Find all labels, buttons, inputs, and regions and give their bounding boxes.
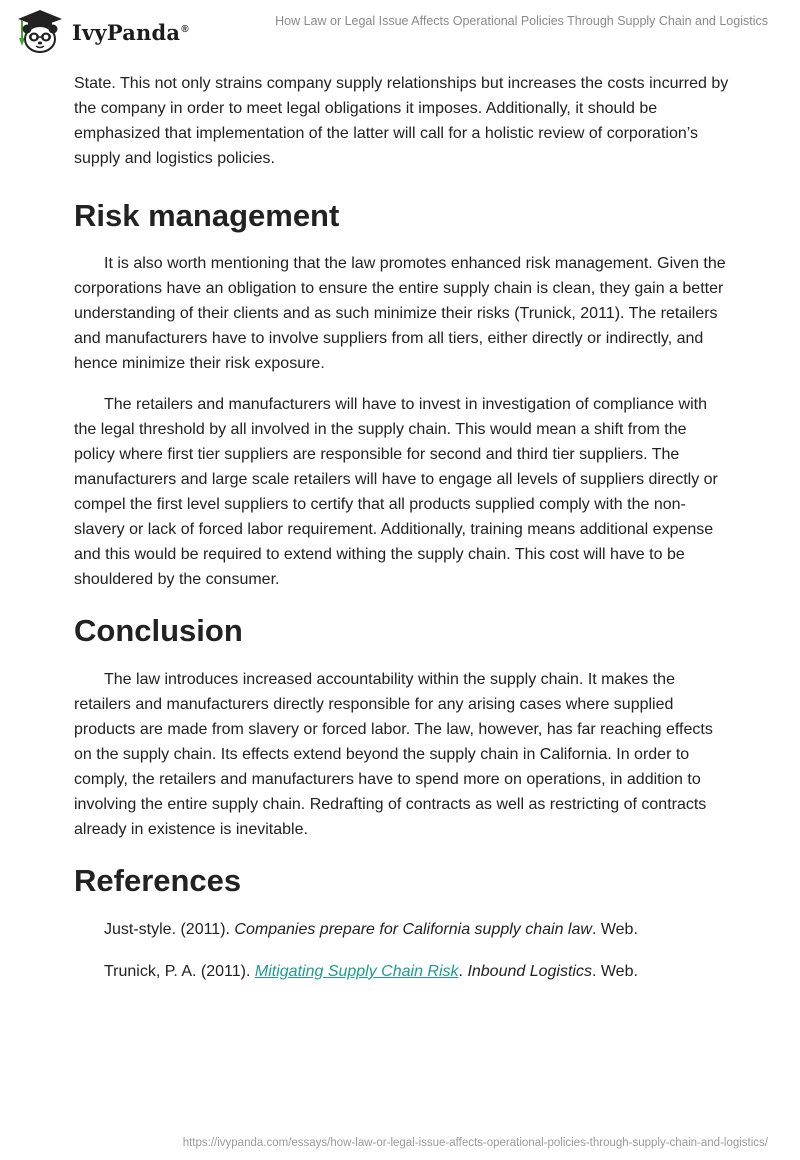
conclusion-heading: Conclusion [74,613,243,648]
footer-source-url[interactable]: https://ivypanda.com/essays/how-law-or-legal-issue-affects-operational-policies-through-supply-chain-and-logistics/ [182,1137,768,1149]
article-content [74,71,730,984]
panda-graduate-icon [14,8,66,54]
risk-management-heading: Risk management [74,198,340,233]
conclusion-paragraph: The law introduces increased accountability within the supply chain. It makes the retailers and manufacturers directly responsible for any arising cases where supplied products are made from slavery or forced labor. The law, however, has far reaching effects on the supply chain. Its effects extend beyond the supply chain in California. In order to comply, the retailers and manufacturers have to spend more on operations, in addition to involving the entire supply chain. Redrafting of contracts as well as restricting of contracts already in existence is inevitable. [74,671,713,838]
risk-paragraph-1: It is also worth mentioning that the law promotes enhanced risk management. Given the corporations have an obligation to ensure the entire supply chain is clean, they gain a better understanding of their clients and as such minimize their risks (Trunick, 2011). The retailers and manufacturers have to involve suppliers from all tiers, either directly or indirectly, and hence minimize their risk exposure. [74,255,726,372]
risk-paragraph-2: The retailers and manufacturers will have to invest in investigation of compliance with the legal threshold by all involved in the supply chain. This would mean a shift from the policy where first tier suppliers are responsible for second and third tier suppliers. The manufacturers and large scale retailers will have to engage all levels of suppliers directly or compel the first level suppliers to certify that all products supplied comply with the non-slavery or lack of forced labor requirement. Additionally, training means additional expense and this would be required to extend withing the supply chain. This cost will have to be shouldered by the consumer. [74,396,718,588]
intro-paragraph: State. This not only strains company supply relationships but increases the costs incurred by the company in order to meet legal obligations it imposes. Additionally, it should be emphasized that implementation of the latter will call for a holistic review of corporation’s supply and logistics policies. [74,75,729,167]
reference-link[interactable]: Mitigating Supply Chain Risk [254,963,459,980]
references-heading: References [74,863,242,898]
reference-title: Companies prepare for California supply chain law [234,921,592,938]
document-title: How Law or Legal Issue Affects Operational Policies Through Supply Chain and Logistics [275,14,768,28]
ivypanda-logo[interactable] [14,8,189,54]
reference-journal: Inbound Logistics [467,963,592,980]
reference-item: Trunick, P. A. (2011). Mitigating Supply Chain Risk. Inbound Logistics. Web. [104,963,638,980]
page-header [0,0,800,60]
logo-wordmark: IvyPanda® [72,19,189,45]
reference-item: Just-style. (2011). Companies prepare for California supply chain law. Web. [104,921,638,938]
